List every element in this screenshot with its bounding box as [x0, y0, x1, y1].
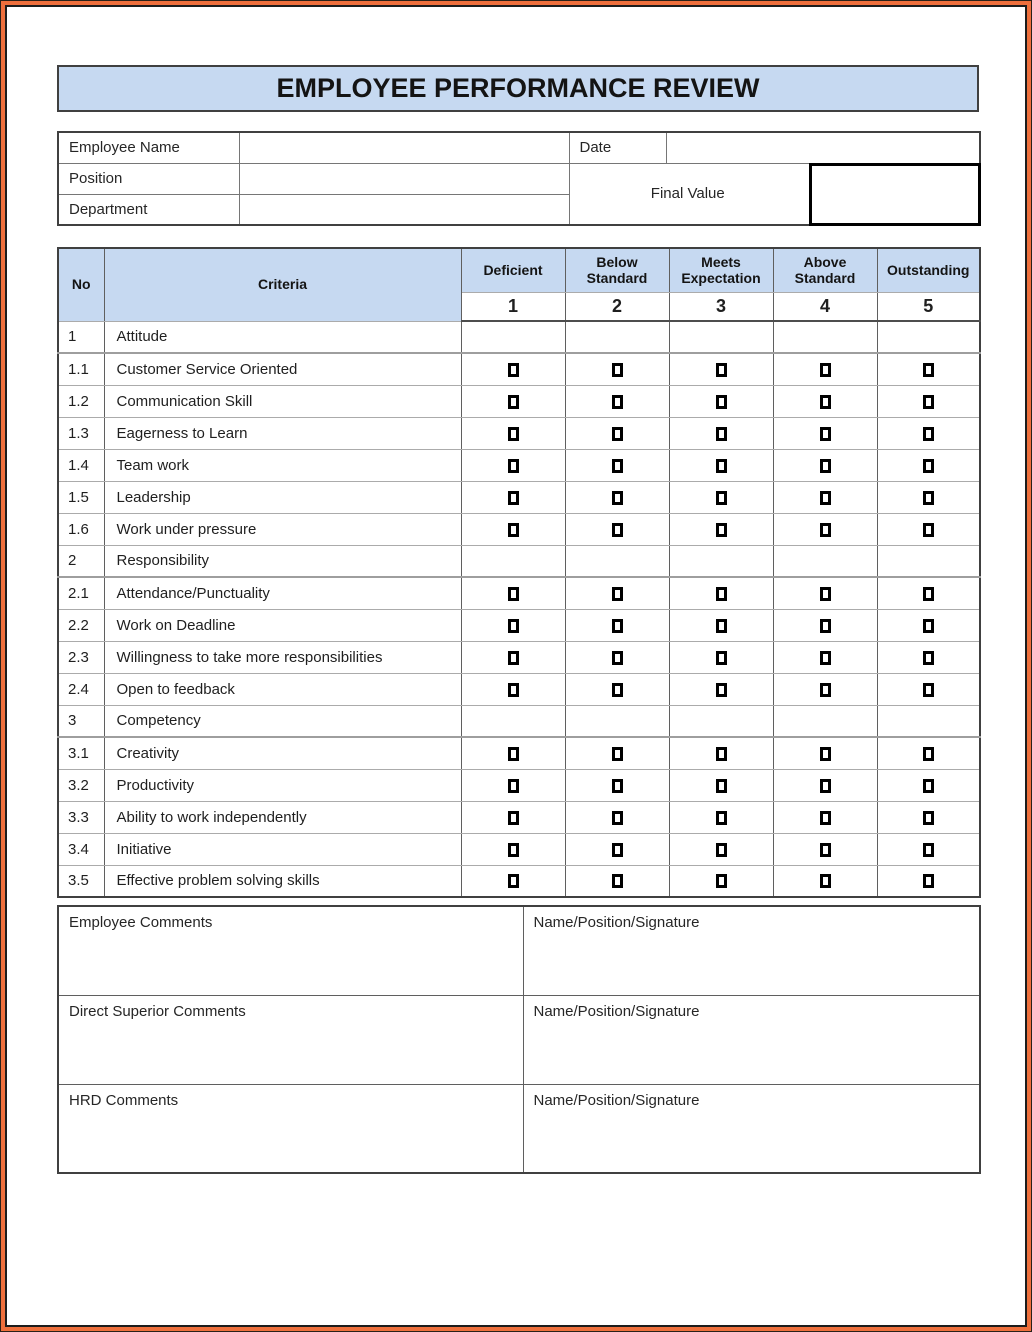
signature-area[interactable] [523, 1084, 980, 1173]
ratings-table [57, 247, 981, 898]
rating-cell [461, 353, 565, 385]
rating-cell [461, 833, 565, 865]
rating-cell [565, 321, 669, 353]
rating-cell [773, 609, 877, 641]
employee-info-table [57, 131, 981, 226]
rating-cell [773, 641, 877, 673]
ratings-header-row [58, 248, 980, 292]
criteria-row [58, 417, 980, 449]
rating-checkbox-1[interactable] [508, 427, 519, 441]
rating-cell [461, 321, 565, 353]
rating-cell [773, 833, 877, 865]
rating-checkbox-3[interactable] [716, 587, 727, 601]
row-number: 3.5 [58, 865, 104, 897]
rating-checkbox-2[interactable] [612, 427, 623, 441]
rating-cell [669, 385, 773, 417]
criteria-label: Communication Skill [104, 385, 461, 417]
rating-checkbox-1[interactable] [508, 587, 519, 601]
rating-checkbox-5[interactable] [923, 459, 934, 473]
criteria-row [58, 801, 980, 833]
rating-cell [461, 385, 565, 417]
row-number: 3.4 [58, 833, 104, 865]
criteria-row [58, 577, 980, 609]
rating-cell [877, 577, 980, 609]
criteria-row [58, 673, 980, 705]
employee-name-label: Employee Name [58, 132, 239, 163]
comments-row [58, 906, 980, 995]
rating-cell [773, 673, 877, 705]
criteria-label: Responsibility [104, 545, 461, 577]
rating-cell [565, 769, 669, 801]
comments-label: Employee Comments [69, 914, 213, 931]
rating-cell [877, 481, 980, 513]
rating-checkbox-3[interactable] [716, 811, 727, 825]
row-number: 2.2 [58, 609, 104, 641]
rating-cell [565, 513, 669, 545]
rating-cell [877, 513, 980, 545]
form-sheet [5, 5, 1027, 1327]
rating-checkbox-3[interactable] [716, 874, 727, 888]
score-header-1: 1 [461, 292, 565, 321]
rating-checkbox-4[interactable] [820, 811, 831, 825]
page-border [1, 1, 1031, 1331]
rating-checkbox-4[interactable] [820, 843, 831, 857]
rating-checkbox-3[interactable] [716, 363, 727, 377]
rating-cell [669, 609, 773, 641]
rating-cell [773, 449, 877, 481]
rating-checkbox-5[interactable] [923, 587, 934, 601]
rating-cell [461, 737, 565, 769]
signature-label: Name/Position/Signature [533, 1091, 700, 1109]
table-row [58, 132, 980, 163]
level-header-2: Below Standard [565, 248, 669, 292]
rating-cell [461, 577, 565, 609]
signature-area[interactable] [523, 995, 980, 1084]
rating-checkbox-4[interactable] [820, 747, 831, 761]
criteria-label: Customer Service Oriented [104, 353, 461, 385]
form-title-bar [57, 65, 979, 112]
criteria-row [58, 481, 980, 513]
rating-checkbox-4[interactable] [820, 874, 831, 888]
rating-cell [773, 801, 877, 833]
rating-cell [461, 769, 565, 801]
rating-checkbox-1[interactable] [508, 395, 519, 409]
rating-checkbox-5[interactable] [923, 843, 934, 857]
row-number: 2 [58, 545, 104, 577]
rating-checkbox-5[interactable] [923, 363, 934, 377]
score-header-4: 4 [773, 292, 877, 321]
rating-cell [565, 385, 669, 417]
section-row [58, 321, 980, 353]
signature-area[interactable] [523, 906, 980, 995]
rating-checkbox-2[interactable] [612, 747, 623, 761]
row-number: 2.4 [58, 673, 104, 705]
final-value-label: Final Value [650, 185, 725, 203]
rating-cell [565, 609, 669, 641]
rating-cell [669, 865, 773, 897]
row-number: 3.2 [58, 769, 104, 801]
row-number: 1 [58, 321, 104, 353]
rating-checkbox-3[interactable] [716, 651, 727, 665]
rating-cell [773, 769, 877, 801]
rating-checkbox-2[interactable] [612, 587, 623, 601]
department-label: Department [58, 194, 239, 225]
criteria-label: Eagerness to Learn [104, 417, 461, 449]
row-number: 1.2 [58, 385, 104, 417]
rating-cell [773, 513, 877, 545]
row-number: 1.6 [58, 513, 104, 545]
rating-checkbox-2[interactable] [612, 651, 623, 665]
rating-checkbox-3[interactable] [716, 427, 727, 441]
rating-cell [461, 481, 565, 513]
rating-checkbox-5[interactable] [923, 523, 934, 537]
rating-checkbox-4[interactable] [820, 779, 831, 793]
comments-label: HRD Comments [69, 1091, 179, 1109]
rating-checkbox-2[interactable] [612, 683, 623, 697]
criteria-row [58, 833, 980, 865]
criteria-label: Effective problem solving skills [104, 865, 461, 897]
criteria-row [58, 449, 980, 481]
row-number: 1.1 [58, 353, 104, 385]
page-title: EMPLOYEE PERFORMANCE REVIEW [276, 73, 760, 103]
rating-checkbox-5[interactable] [923, 619, 934, 633]
rating-checkbox-5[interactable] [923, 395, 934, 409]
rating-checkbox-1[interactable] [508, 651, 519, 665]
rating-checkbox-4[interactable] [820, 491, 831, 505]
rating-cell [461, 641, 565, 673]
rating-checkbox-4[interactable] [820, 651, 831, 665]
rating-checkbox-2[interactable] [612, 619, 623, 633]
rating-cell [773, 481, 877, 513]
rating-checkbox-3[interactable] [716, 843, 727, 857]
rating-cell [877, 385, 980, 417]
rating-checkbox-5[interactable] [923, 427, 934, 441]
criteria-label: Productivity [104, 769, 461, 801]
rating-checkbox-5[interactable] [923, 747, 934, 761]
rating-cell [565, 673, 669, 705]
rating-cell [877, 417, 980, 449]
rating-checkbox-1[interactable] [508, 747, 519, 761]
criteria-row [58, 513, 980, 545]
rating-cell [669, 673, 773, 705]
employee-name-input[interactable] [239, 132, 569, 163]
rating-cell [877, 737, 980, 769]
rating-cell [669, 769, 773, 801]
rating-cell [877, 801, 980, 833]
table-row [58, 163, 980, 194]
rating-checkbox-5[interactable] [923, 491, 934, 505]
rating-cell [669, 481, 773, 513]
score-header-3: 3 [669, 292, 773, 321]
criteria-label: Willingness to take more responsibilities [104, 641, 461, 673]
rating-checkbox-5[interactable] [923, 811, 934, 825]
rating-cell [565, 577, 669, 609]
rating-cell [461, 673, 565, 705]
criteria-label: Work on Deadline [104, 609, 461, 641]
rating-cell [877, 673, 980, 705]
date-label: Date [569, 132, 666, 163]
rating-cell [773, 385, 877, 417]
rating-cell [461, 609, 565, 641]
rating-cell [669, 801, 773, 833]
rating-checkbox-1[interactable] [508, 491, 519, 505]
rating-checkbox-1[interactable] [508, 363, 519, 377]
final-value-cell [569, 163, 980, 225]
rating-checkbox-3[interactable] [716, 683, 727, 697]
rating-cell [877, 833, 980, 865]
comments-label: Direct Superior Comments [69, 1002, 246, 1020]
rating-checkbox-2[interactable] [612, 363, 623, 377]
rating-cell [877, 545, 980, 577]
criteria-row [58, 385, 980, 417]
position-label: Position [58, 163, 239, 194]
rating-checkbox-4[interactable] [820, 523, 831, 537]
rating-cell [565, 865, 669, 897]
criteria-row [58, 737, 980, 769]
rating-checkbox-1[interactable] [508, 619, 519, 633]
rating-cell [877, 321, 980, 353]
rating-cell [773, 353, 877, 385]
department-input[interactable] [239, 194, 569, 225]
rating-checkbox-1[interactable] [508, 843, 519, 857]
rating-checkbox-3[interactable] [716, 459, 727, 473]
criteria-row [58, 865, 980, 897]
criteria-column-header: Criteria [104, 248, 461, 321]
comments-area[interactable] [58, 906, 523, 995]
rating-checkbox-4[interactable] [820, 683, 831, 697]
rating-cell [565, 481, 669, 513]
rating-cell [773, 577, 877, 609]
rating-cell [773, 545, 877, 577]
row-number: 1.4 [58, 449, 104, 481]
rating-checkbox-3[interactable] [716, 779, 727, 793]
rating-cell [461, 801, 565, 833]
rating-cell [669, 833, 773, 865]
rating-checkbox-3[interactable] [716, 395, 727, 409]
rating-checkbox-5[interactable] [923, 779, 934, 793]
section-row [58, 545, 980, 577]
level-header-1: Deficient [461, 248, 565, 292]
criteria-label: Competency [104, 705, 461, 737]
rating-checkbox-4[interactable] [820, 363, 831, 377]
rating-checkbox-1[interactable] [508, 523, 519, 537]
rating-cell [773, 737, 877, 769]
comments-row [58, 1084, 980, 1173]
rating-cell [669, 449, 773, 481]
rating-cell [565, 641, 669, 673]
rating-cell [461, 417, 565, 449]
row-number: 3 [58, 705, 104, 737]
rating-checkbox-3[interactable] [716, 523, 727, 537]
rating-cell [773, 865, 877, 897]
rating-checkbox-5[interactable] [923, 683, 934, 697]
rating-checkbox-2[interactable] [612, 779, 623, 793]
signature-label: Name/Position/Signature [533, 1002, 700, 1020]
rating-cell [461, 865, 565, 897]
rating-cell [565, 801, 669, 833]
rating-cell [877, 769, 980, 801]
rating-cell [877, 449, 980, 481]
level-header-5: Outstanding [877, 248, 980, 292]
row-number: 1.5 [58, 481, 104, 513]
rating-cell [669, 577, 773, 609]
criteria-label: Attitude [104, 321, 461, 353]
rating-checkbox-4[interactable] [820, 427, 831, 441]
rating-checkbox-1[interactable] [508, 459, 519, 473]
criteria-label: Attendance/Punctuality [104, 577, 461, 609]
rating-checkbox-4[interactable] [820, 459, 831, 473]
rating-cell [877, 705, 980, 737]
criteria-label: Open to feedback [104, 673, 461, 705]
row-number: 3.1 [58, 737, 104, 769]
rating-checkbox-3[interactable] [716, 619, 727, 633]
rating-cell [565, 353, 669, 385]
rating-cell [565, 705, 669, 737]
row-number: 1.3 [58, 417, 104, 449]
rating-cell [461, 705, 565, 737]
date-input[interactable] [666, 132, 980, 163]
rating-cell [669, 737, 773, 769]
rating-checkbox-2[interactable] [612, 491, 623, 505]
criteria-label: Leadership [104, 481, 461, 513]
rating-cell [565, 833, 669, 865]
rating-cell [877, 641, 980, 673]
criteria-row [58, 641, 980, 673]
comments-table [57, 905, 981, 1174]
rating-cell [461, 545, 565, 577]
rating-checkbox-1[interactable] [508, 779, 519, 793]
rating-cell [669, 545, 773, 577]
row-number: 3.3 [58, 801, 104, 833]
rating-checkbox-4[interactable] [820, 619, 831, 633]
rating-checkbox-1[interactable] [508, 683, 519, 697]
rating-checkbox-2[interactable] [612, 843, 623, 857]
criteria-row [58, 353, 980, 385]
rating-cell [565, 545, 669, 577]
score-header-5: 5 [877, 292, 980, 321]
section-row [58, 705, 980, 737]
criteria-row [58, 609, 980, 641]
rating-cell [669, 705, 773, 737]
rating-checkbox-1[interactable] [508, 874, 519, 888]
rating-cell [877, 865, 980, 897]
comments-area[interactable] [58, 995, 523, 1084]
rating-checkbox-2[interactable] [612, 874, 623, 888]
criteria-label: Initiative [104, 833, 461, 865]
rating-checkbox-1[interactable] [508, 811, 519, 825]
rating-cell [877, 609, 980, 641]
rating-checkbox-2[interactable] [612, 811, 623, 825]
rating-checkbox-4[interactable] [820, 587, 831, 601]
rating-checkbox-2[interactable] [612, 523, 623, 537]
rating-cell [669, 321, 773, 353]
score-header-2: 2 [565, 292, 669, 321]
rating-cell [461, 513, 565, 545]
rating-cell [773, 705, 877, 737]
level-header-4: Above Standard [773, 248, 877, 292]
rating-cell [565, 417, 669, 449]
criteria-label: Creativity [104, 737, 461, 769]
rating-cell [773, 321, 877, 353]
rating-checkbox-5[interactable] [923, 874, 934, 888]
comments-area[interactable] [58, 1084, 523, 1173]
rating-cell [461, 449, 565, 481]
final-value-box[interactable] [809, 163, 981, 227]
rating-cell [773, 417, 877, 449]
rating-checkbox-4[interactable] [820, 395, 831, 409]
comments-row [58, 995, 980, 1084]
rating-checkbox-3[interactable] [716, 747, 727, 761]
rating-cell [565, 449, 669, 481]
criteria-row [58, 769, 980, 801]
rating-cell [669, 513, 773, 545]
rating-cell [669, 641, 773, 673]
no-column-header: No [58, 248, 104, 321]
row-number: 2.1 [58, 577, 104, 609]
criteria-label: Team work [104, 449, 461, 481]
rating-checkbox-2[interactable] [612, 459, 623, 473]
rating-cell [669, 417, 773, 449]
rating-checkbox-3[interactable] [716, 491, 727, 505]
rating-checkbox-5[interactable] [923, 651, 934, 665]
level-header-3: Meets Expectation [669, 248, 773, 292]
criteria-label: Work under pressure [104, 513, 461, 545]
position-input[interactable] [239, 163, 569, 194]
rating-checkbox-2[interactable] [612, 395, 623, 409]
signature-label: Name/Position/Signature [533, 914, 700, 931]
rating-cell [877, 353, 980, 385]
criteria-label: Ability to work independently [104, 801, 461, 833]
rating-cell [669, 353, 773, 385]
row-number: 2.3 [58, 641, 104, 673]
rating-cell [565, 737, 669, 769]
